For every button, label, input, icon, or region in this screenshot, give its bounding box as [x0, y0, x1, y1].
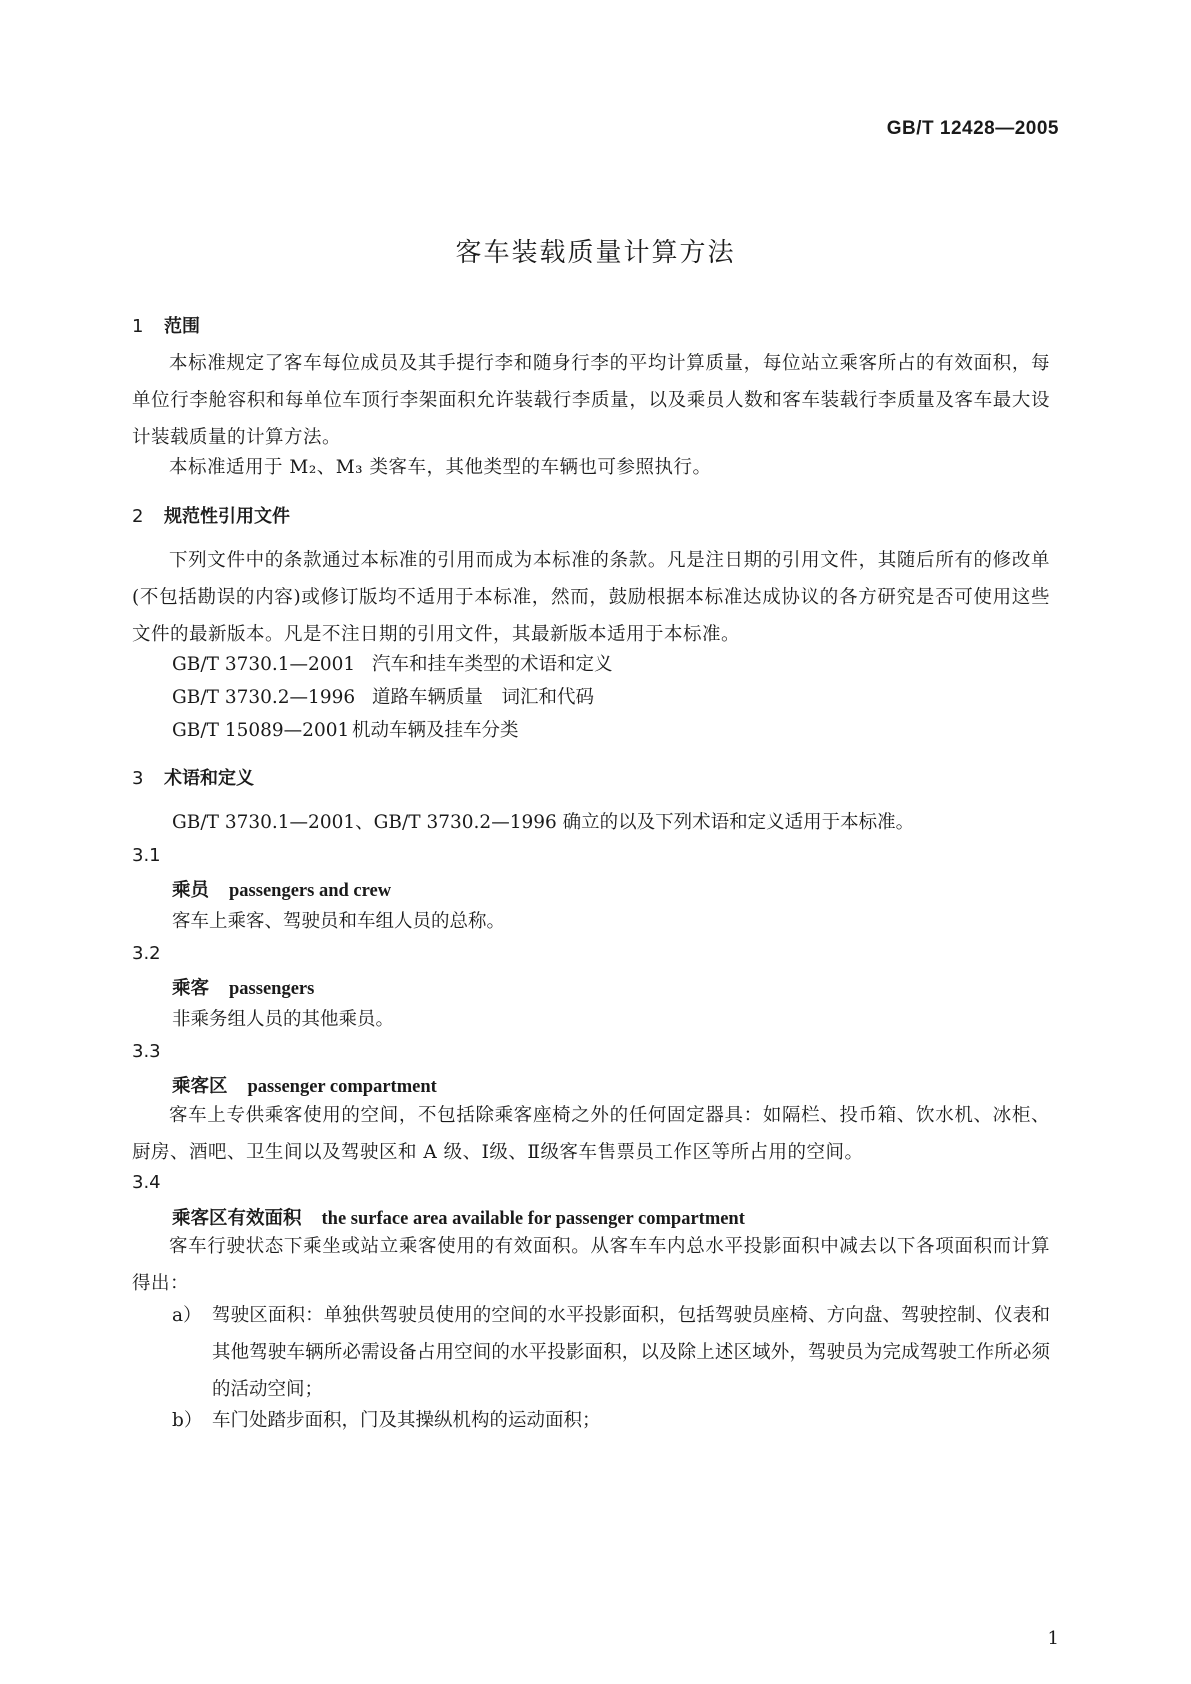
- clause-number: 3.3: [132, 1041, 161, 1062]
- term-definition: 客车上专供乘客使用的空间，不包括除乘客座椅之外的任何固定器具：如隔栏、投币箱、饮水机、冰柜、厨房、酒吧、卫生间以及驾驶区和 A 级、Ⅰ级、Ⅱ级客车售票员工作区等所占用的空间。: [132, 1105, 1050, 1163]
- section-3-heading: [132, 764, 254, 790]
- reference-code: GB/T 3730.2—1996: [172, 687, 356, 708]
- section-title: 范围: [164, 316, 200, 337]
- reference-code: GB/T 3730.1—2001: [172, 654, 356, 675]
- section-title: 术语和定义: [164, 768, 254, 789]
- reference-title: 汽车和挂车类型的术语和定义: [372, 654, 613, 675]
- term-definition: 客车上乘客、驾驶员和车组人员的总称。: [172, 911, 506, 932]
- section-1-heading: [132, 312, 200, 338]
- section-title: 规范性引用文件: [164, 506, 290, 527]
- term-entry: [172, 1072, 437, 1098]
- term-entry: [172, 1204, 745, 1230]
- reference-title: 道路车辆质量 词汇和代码: [372, 687, 595, 708]
- term-en: passenger compartment: [247, 1077, 437, 1097]
- document-title: 客车装载质量计算方法: [455, 238, 736, 268]
- term-zh: 乘客: [172, 978, 210, 999]
- list-item-label: a）: [172, 1305, 202, 1326]
- section-number: 2: [132, 506, 144, 527]
- normative-reference: [172, 683, 594, 709]
- term-en: passengers and crew: [229, 881, 392, 901]
- list-item-text: 车门处踏步面积，门及其操纵机构的运动面积；: [212, 1410, 601, 1431]
- reference-code: GB/T 15089—2001: [172, 720, 350, 741]
- term-entry: [172, 974, 314, 1000]
- section-number: 3: [132, 768, 144, 789]
- reference-title: 机动车辆及挂车分类: [352, 720, 519, 741]
- clause-number: 3.1: [132, 845, 161, 866]
- section-2-heading: [132, 502, 290, 528]
- term-en: the surface area available for passenger compartment: [321, 1209, 745, 1229]
- standard-code: GB/T 12428—2005: [886, 118, 1059, 139]
- clause-number: 3.2: [132, 943, 161, 964]
- clause-number: 3.4: [132, 1172, 161, 1193]
- normative-reference: [172, 650, 613, 676]
- term-definition: 非乘务组人员的其他乘员。: [172, 1009, 395, 1030]
- page-number: 1: [1047, 1628, 1059, 1649]
- section-number: 1: [132, 316, 144, 337]
- section-1-paragraph-2: 本标准适用于 M₂、M₃ 类客车，其他类型的车辆也可参照执行。: [169, 457, 712, 478]
- section-1-paragraph-1: 本标准规定了客车每位成员及其手提行李和随身行李的平均计算质量，每位站立乘客所占的有效面积，每单位行李舱容积和每单位车顶行李架面积允许装载行李质量，以及乘员人数和客车装载行李质量及客车最大设计装载质量的计算方法。: [132, 353, 1050, 448]
- list-item-label: b）: [172, 1410, 203, 1431]
- list-item-text: 驾驶区面积：单独供驾驶员使用的空间的水平投影面积，包括驾驶员座椅、方向盘、驾驶控制、仪表和其他驾驶车辆所必需设备占用空间的水平投影面积，以及除上述区域外，驾驶员为完成驾驶工作所必须的活动空间；: [212, 1305, 1050, 1400]
- term-zh: 乘客区: [172, 1076, 228, 1097]
- term-zh: 乘客区有效面积: [172, 1208, 302, 1229]
- list-item: [172, 1297, 1050, 1408]
- list-item: [172, 1402, 1050, 1439]
- term-zh: 乘员: [172, 880, 210, 901]
- section-3-intro: GB/T 3730.1—2001、GB/T 3730.2—1996 确立的以及下列术语和定义适用于本标准。: [172, 812, 915, 833]
- term-en: passengers: [229, 979, 315, 999]
- term-definition: 客车行驶状态下乘坐或站立乘客使用的有效面积。从客车车内总水平投影面积中减去以下各项面积而计算得出：: [132, 1236, 1050, 1294]
- term-entry: [172, 876, 391, 902]
- normative-reference: [172, 716, 519, 742]
- section-2-paragraph-1: 下列文件中的条款通过本标准的引用而成为本标准的条款。凡是注日期的引用文件，其随后所有的修改单(不包括勘误的内容)或修订版均不适用于本标准，然而，鼓励根据本标准达成协议的各方研究是否可使用这些文件的最新版本。凡是不注日期的引用文件，其最新版本适用于本标准。: [132, 550, 1050, 645]
